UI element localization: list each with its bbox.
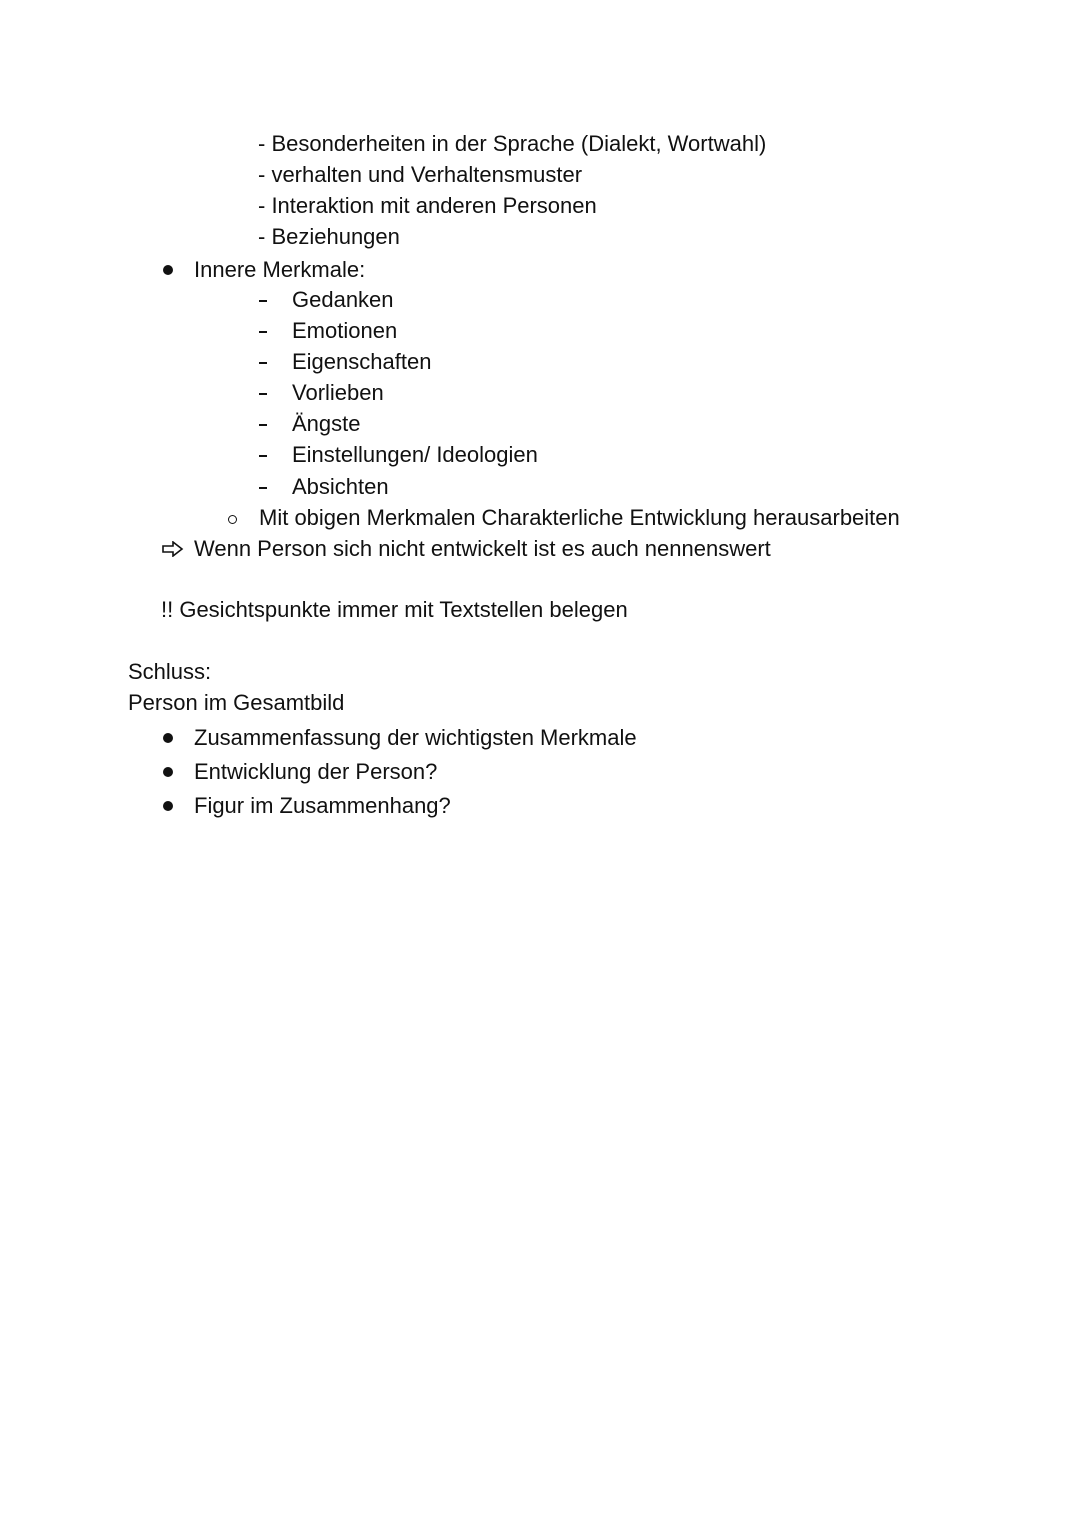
inner-feature-item: Absichten <box>292 474 389 499</box>
inner-feature-item: Gedanken <box>292 287 394 312</box>
bullet-icon <box>163 801 173 811</box>
dash-icon <box>259 455 267 457</box>
conclusion-heading: Schluss: <box>128 659 212 684</box>
arrow-right-icon <box>162 541 184 557</box>
inner-features-heading: Innere Merkmale: <box>194 257 366 282</box>
inner-feature-item: Emotionen <box>292 318 398 343</box>
inner-feature-item: Ängste <box>292 411 361 436</box>
conclusion-item: Zusammenfassung der wichtigsten Merkmale <box>194 725 637 750</box>
conclusion-item: Figur im Zusammenhang? <box>194 793 451 818</box>
development-note: Mit obigen Merkmalen Charakterliche Entwicklung herausarbeiten <box>259 505 900 530</box>
outer-feature-language: - Besonderheiten in der Sprache (Dialekt, Wortwahl) <box>258 131 767 156</box>
inner-feature-item: Vorlieben <box>292 380 384 405</box>
outer-feature-behavior: - verhalten und Verhaltensmuster <box>258 162 583 187</box>
arrow-note: Wenn Person sich nicht entwickelt ist es auch nennenswert <box>194 536 771 561</box>
inner-feature-item: Einstellungen/ Ideologien <box>292 442 538 467</box>
dash-icon <box>259 424 267 426</box>
dash-icon <box>259 331 267 333</box>
bullet-icon <box>163 767 173 777</box>
dash-icon <box>259 487 267 489</box>
dash-icon <box>259 362 267 364</box>
dash-icon <box>259 393 267 395</box>
dash-icon <box>259 300 267 302</box>
conclusion-item: Entwicklung der Person? <box>194 759 438 784</box>
important-note: !! Gesichtspunkte immer mit Textstellen belegen <box>161 597 628 622</box>
conclusion-subheading: Person im Gesamtbild <box>128 690 345 715</box>
bullet-icon <box>163 733 173 743</box>
outer-feature-interaction: - Interaktion mit anderen Personen <box>258 193 597 218</box>
outer-feature-relationships: - Beziehungen <box>258 224 400 249</box>
bullet-icon <box>163 265 173 275</box>
circle-bullet-icon <box>228 515 237 524</box>
inner-feature-item: Eigenschaften <box>292 349 432 374</box>
